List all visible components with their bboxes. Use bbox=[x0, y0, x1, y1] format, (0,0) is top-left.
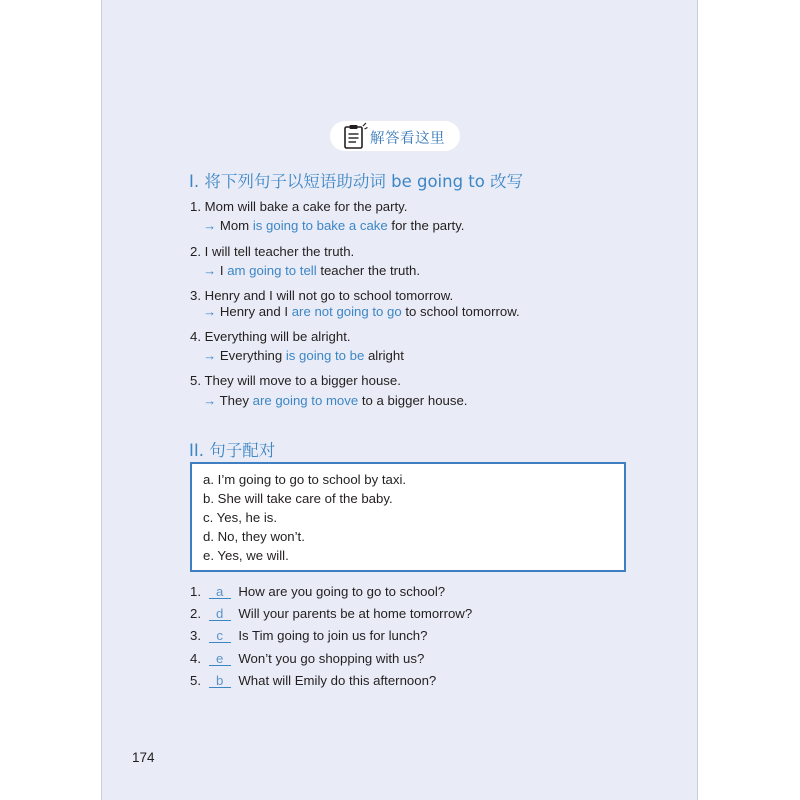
question-3: 3. Henry and I will not go to school tomorrow. bbox=[190, 288, 454, 303]
answer-badge bbox=[330, 121, 460, 151]
question-5: 5. They will move to a bigger house. bbox=[190, 373, 401, 388]
answer-highlight: is going to bake a cake bbox=[252, 218, 388, 233]
options-box bbox=[190, 462, 626, 572]
answer-blank: d bbox=[209, 607, 231, 621]
arrow-icon: → bbox=[203, 218, 217, 233]
answer-highlight: am going to tell bbox=[227, 263, 317, 278]
arrow-icon: → bbox=[203, 304, 217, 319]
question-1: 1. Mom will bake a cake for the party. bbox=[190, 199, 408, 214]
match-row: 4. e Won’t you go shopping with us? bbox=[190, 651, 425, 666]
answer-blank: e bbox=[209, 652, 231, 666]
answer-highlight: are going to move bbox=[252, 393, 359, 408]
match-row: 5. b What will Emily do this afternoon? bbox=[190, 673, 437, 688]
option-item: a. I’m going to go to school by taxi. bbox=[203, 472, 407, 487]
answer-blank: b bbox=[209, 674, 231, 688]
option-item: e. Yes, we will. bbox=[203, 548, 289, 563]
match-row: 1. a How are you going to go to school? bbox=[190, 584, 446, 599]
answer-blank: c bbox=[209, 629, 231, 643]
arrow-icon: → bbox=[203, 348, 217, 363]
option-item: b. She will take care of the baby. bbox=[203, 491, 393, 506]
match-row: 2. d Will your parents be at home tomorrow? bbox=[190, 606, 473, 621]
arrow-icon: → bbox=[203, 263, 217, 278]
question-4: 4. Everything will be alright. bbox=[190, 329, 351, 344]
answer-3: → Henry and I are not going to go to school tomorrow. bbox=[203, 304, 520, 319]
section-1-title: I. 将下列句子以短语助动词 be going to 改写 bbox=[189, 172, 524, 191]
answer-highlight: are not going to go bbox=[291, 304, 402, 319]
page-number: 174 bbox=[132, 750, 155, 765]
answer-highlight: is going to be bbox=[285, 348, 365, 363]
clipboard-icon bbox=[342, 122, 368, 150]
book-page bbox=[101, 0, 698, 800]
arrow-icon: → bbox=[203, 393, 217, 408]
match-row: 3. c Is Tim going to join us for lunch? bbox=[190, 628, 428, 643]
section-2-title: II. 句子配对 bbox=[189, 441, 276, 460]
option-item: d. No, they won’t. bbox=[203, 529, 305, 544]
option-item: c. Yes, he is. bbox=[203, 510, 278, 525]
answer-4: → Everything is going to be alright bbox=[203, 348, 404, 363]
answer-5: → They are going to move to a bigger house. bbox=[203, 393, 468, 408]
answer-blank: a bbox=[209, 585, 231, 599]
answer-2: → I am going to tell teacher the truth. bbox=[203, 263, 421, 278]
question-2: 2. I will tell teacher the truth. bbox=[190, 244, 355, 259]
answer-1: → Mom is going to bake a cake for the party. bbox=[203, 218, 465, 233]
badge-label: 解答看这里 bbox=[370, 131, 445, 147]
